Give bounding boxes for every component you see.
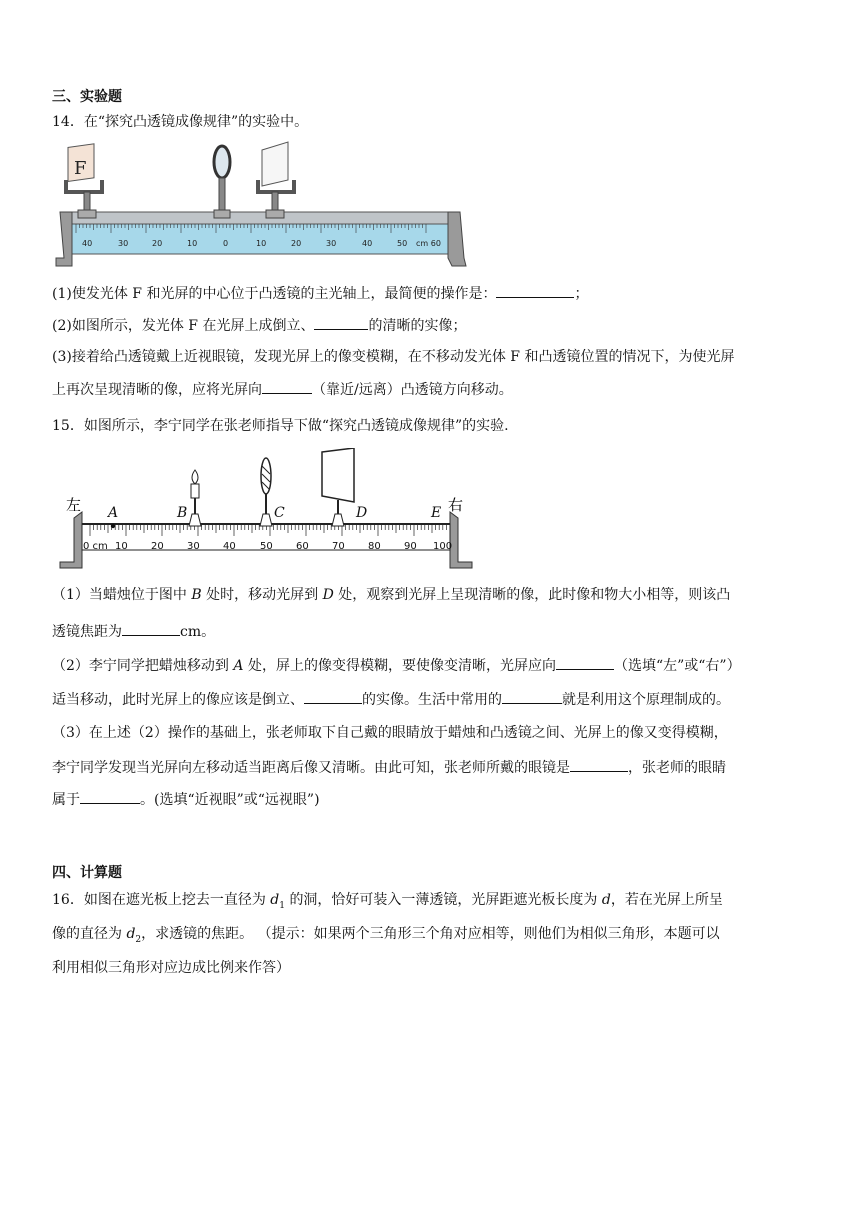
q14-part2-answer-blank[interactable] (314, 315, 368, 330)
q14-part3-line2 (52, 379, 513, 400)
q14-part3-end: （靠近/远离）凸透镜方向移动。 (312, 382, 513, 398)
q16-text1: 16．如图在遮光板上挖去一直径为 (52, 892, 266, 908)
q16-var-d: d (601, 892, 611, 908)
q15-part2-text6: 就是利用这个原理制成的。 (562, 692, 730, 708)
q16-var-d1-sub: 1 (279, 900, 285, 911)
q16-line2 (52, 924, 720, 950)
q16-text5: ，求透镜的焦距。 （提示：如果两个三角形三个角对应相等，则他们为相似三角形，本题可以 (141, 926, 720, 942)
q16-line3: 利用相似三角形对应边成比例来作答） (52, 960, 290, 976)
q15-part3-text: 李宁同学发现当光屏向左移动适当距离后像又清晰。由此可知，张老师所戴的眼镜是 (52, 760, 570, 776)
q15-part2-text2: 处，屏上的像变得模糊，要使像变清晰，光屏应向 (247, 658, 556, 674)
q15-part2-text5: 的实像。生活中常用的 (362, 692, 502, 708)
q15-point-b: B (177, 505, 188, 521)
q16-line1 (52, 890, 723, 916)
q15-tick-label: 100 (433, 541, 453, 552)
q15-point-a-dot (111, 524, 115, 528)
q15-part2-point-a: A (233, 658, 244, 674)
q14-tick-label: cm 60 (416, 239, 441, 248)
q14-tick-label: 10 (256, 239, 267, 248)
q15-part1-line1 (52, 585, 730, 605)
q15-part3-line1: （3）在上述（2）操作的基础上，张老师取下自己戴的眼睛放于蜡烛和凸透镜之间、光屏上的像又变得模糊， (52, 725, 728, 741)
q15-tick-label: 20 (151, 541, 164, 552)
section-title-calculation: 四、计算题 (52, 865, 122, 881)
q15-light-screen (322, 448, 354, 526)
q15-left-label: 左 (66, 496, 82, 514)
q14-tick-label: 40 (362, 239, 373, 248)
q15-part3-line3 (52, 789, 320, 810)
q14-part1-text: (1)使发光体 F 和光屏的中心位于凸透镜的主光轴上，最简便的操作是： (52, 286, 497, 302)
q15-part2-text: （2）李宁同学把蜡烛移动到 (52, 658, 229, 674)
q15-part1-unit: cm。 (180, 624, 216, 640)
q15-part3-text3: 属于 (52, 792, 80, 808)
q15-stem: 15．如图所示，李宁同学在张老师指导下做“探究凸透镜成像规律”的实验. (52, 418, 509, 434)
q15-focal-length-blank[interactable] (122, 621, 180, 636)
q15-part1-point-d: D (322, 587, 334, 603)
q14-convex-lens (214, 146, 230, 218)
q15-point-d: D (356, 505, 368, 521)
q15-image-size-blank[interactable] (304, 689, 362, 704)
q14-part3-answer-blank[interactable] (262, 379, 312, 394)
q16-var-d2: d (126, 926, 136, 942)
q14-tick-label: 40 (82, 239, 93, 248)
q15-part3-text2: ，张老师的眼睛 (628, 760, 726, 776)
q15-part1-text2: 处时，移动光屏到 (206, 587, 319, 603)
q15-convex-lens (260, 458, 272, 526)
q14-tick-label: 20 (152, 239, 163, 248)
q15-tick-label: 50 (260, 541, 273, 552)
q15-part2-text4: 适当移动，此时光屏上的像应该是倒立、 (52, 692, 304, 708)
q15-right-label: 右 (448, 496, 464, 514)
q15-part1-text: （1）当蜡烛位于图中 (52, 587, 187, 603)
q15-tick-label: 10 (115, 541, 128, 552)
q14-part3-text: 上再次呈现清晰的像，应将光屏向 (52, 382, 262, 398)
q15-part1-point-b: B (191, 587, 202, 603)
q15-tick-label: 0 cm (83, 541, 108, 552)
q14-stem: 14．在“探究凸透镜成像规律”的实验中。 (52, 114, 309, 130)
q14-part1-end: ； (574, 286, 589, 302)
q15-tick-label: 80 (368, 541, 381, 552)
q15-device-blank[interactable] (502, 689, 562, 704)
q15-candle (189, 470, 201, 526)
q15-point-a: A (108, 505, 119, 521)
q14-part2-text: (2)如图所示，发光体 F 在光屏上成倒立、 (52, 318, 315, 334)
q15-screen-direction-blank[interactable] (556, 655, 614, 670)
q14-tick-label: 10 (187, 239, 198, 248)
q15-glasses-type-blank[interactable] (570, 757, 628, 772)
q15-tick-label: 60 (296, 541, 309, 552)
q14-light-screen (258, 142, 294, 218)
q14-part1-answer-blank[interactable] (496, 283, 574, 298)
q15-part2-line1 (52, 655, 741, 676)
q15-tick-label: 70 (332, 541, 345, 552)
q15-tick-label: 90 (404, 541, 417, 552)
q15-part3-text4: 。(选填“近视眼”或“远视眼”) (140, 792, 320, 808)
q14-part3-line1: (3)接着给凸透镜戴上近视眼镜，发现光屏上的像变模糊，在不移动发光体 F 和凸透镜位置的情况下，为使光屏 (52, 349, 735, 365)
q14-tick-label: 30 (326, 239, 337, 248)
q15-point-c: C (274, 505, 285, 521)
q14-tick-label: 0 (223, 239, 229, 248)
q14-tick-label: 20 (291, 239, 302, 248)
q14-part2 (52, 315, 466, 336)
q15-tick-label: 30 (187, 541, 200, 552)
q15-part1-text4: 透镜焦距为 (52, 624, 122, 640)
q15-part2-line2 (52, 689, 730, 710)
q14-tick-label: 50 (397, 239, 408, 248)
q16-text4: 像的直径为 (52, 926, 122, 942)
svg-text:F: F (74, 158, 87, 179)
q15-tick-label: 40 (223, 541, 236, 552)
q15-part3-line2 (52, 757, 726, 778)
q15-optical-bench-figure (52, 448, 482, 573)
q14-optical-bench-figure (50, 140, 470, 275)
q16-text2: 的洞，恰好可装入一薄透镜，光屏距遮光板长度为 (289, 892, 598, 908)
q14-tick-label: 30 (118, 239, 129, 248)
q16-text3: ，若在光屏上所呈 (610, 892, 723, 908)
q14-part2-end: 的清晰的实像； (368, 318, 467, 334)
q14-part1 (52, 283, 588, 304)
q15-part1-line2 (52, 621, 215, 642)
q15-point-e: E (431, 505, 442, 521)
q15-part1-text3: 处，观察到光屏上呈现清晰的像，此时像和物大小相等，则该凸 (338, 587, 731, 603)
q15-part2-text3: （选填“左”或“右”） (613, 658, 741, 674)
section-title-experiment: 三、实验题 (52, 89, 122, 105)
q15-eye-type-blank[interactable] (80, 789, 140, 804)
q16-var-d2-sub: 2 (135, 934, 142, 945)
q14-light-source-f (66, 144, 102, 218)
q16-var-d1: d (270, 892, 280, 908)
